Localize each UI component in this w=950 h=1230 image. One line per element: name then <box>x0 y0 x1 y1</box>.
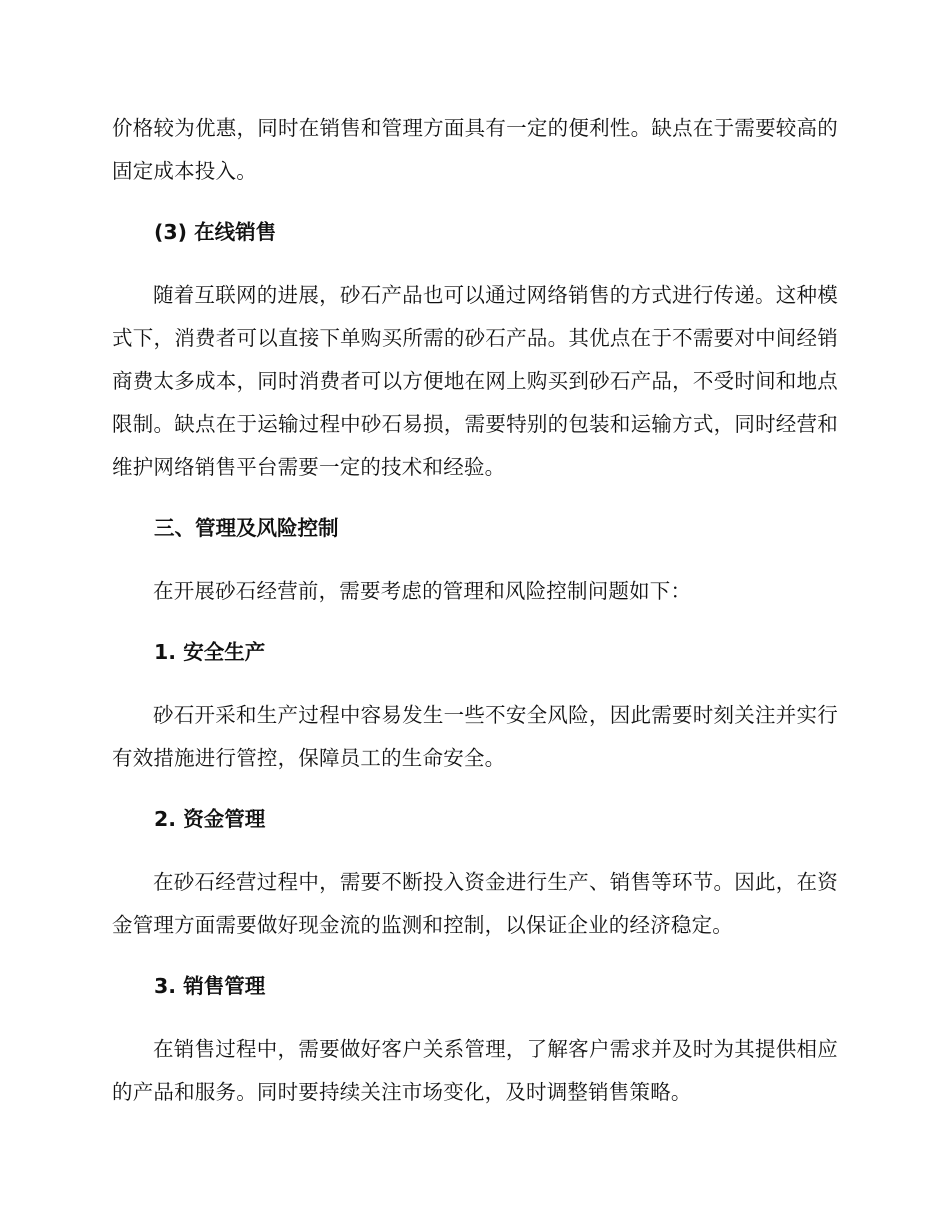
paragraph-sales-management: 在销售过程中，需要做好客户关系管理，了解客户需求并及时为其提供相应的产品和服务。同时要持续关注市场变化，及时调整销售策略。 <box>112 1037 838 1104</box>
heading-sales-management: 3. 销售管理 <box>154 974 266 998</box>
paragraph-continued-pricing: 价格较为优惠，同时在销售和管理方面具有一定的便利性。缺点在于需要较高的固定成本投入。 <box>112 116 838 183</box>
paragraph-online-sales: 随着互联网的进展，砂石产品也可以通过网络销售的方式进行传递。这种模式下，消费者可以直接下单购买所需的砂石产品。其优点在于不需要对中间经销商费太多成本，同时消费者可以方便地在网上购买到砂石产品，不受时间和地点限制。缺点在于运输过程中砂石易损，需要特别的包装和运输方式，同时经营和维护网络销售平台需要一定的技术和经验。 <box>112 283 838 479</box>
heading-management-risk-control: 三、管理及风险控制 <box>154 516 339 540</box>
paragraph-fund-management: 在砂石经营过程中，需要不断投入资金进行生产、销售等环节。因此，在资金管理方面需要做好现金流的监测和控制，以保证企业的经济稳定。 <box>112 870 838 937</box>
heading-online-sales: (3) 在线销售 <box>154 220 277 244</box>
paragraph-management-intro: 在开展砂石经营前，需要考虑的管理和风险控制问题如下： <box>153 579 692 603</box>
heading-safety-production: 1. 安全生产 <box>154 640 266 664</box>
heading-fund-management: 2. 资金管理 <box>154 807 266 831</box>
paragraph-safety-production: 砂石开采和生产过程中容易发生一些不安全风险，因此需要时刻关注并实行有效措施进行管控，保障员工的生命安全。 <box>112 703 838 770</box>
